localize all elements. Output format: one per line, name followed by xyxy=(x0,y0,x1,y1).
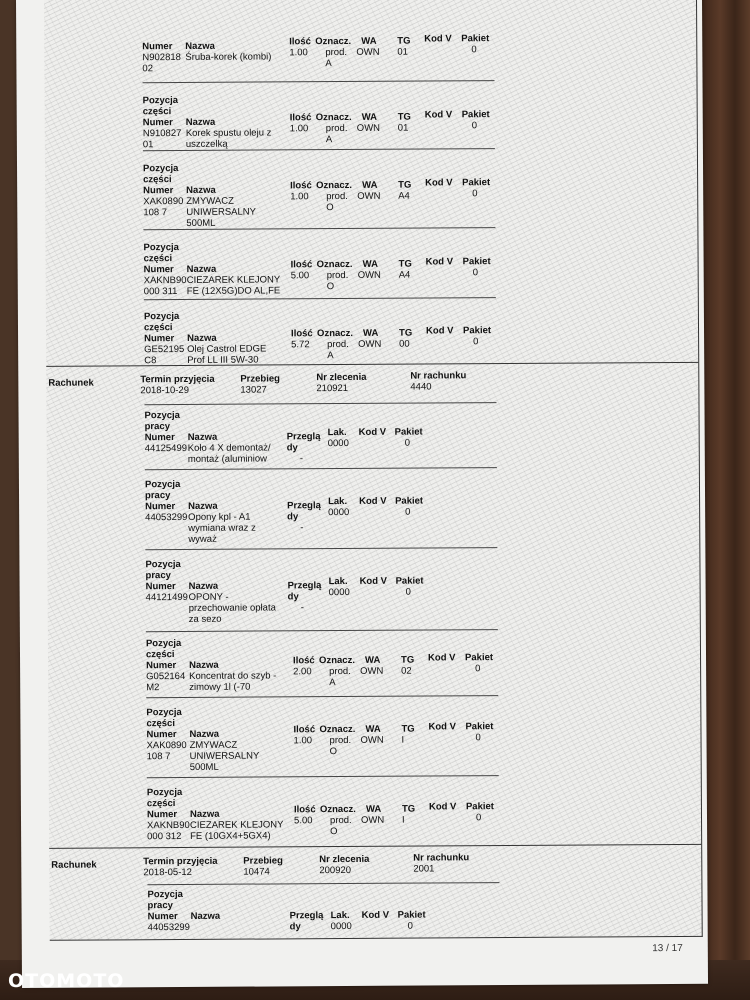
paint-value: 0000 xyxy=(330,920,352,933)
part-row xyxy=(44,33,696,75)
row-divider xyxy=(147,882,499,885)
qty-label: Ilość xyxy=(293,804,316,816)
tg-label: TG xyxy=(399,327,413,339)
tg-value: I xyxy=(401,734,405,746)
row-divider xyxy=(145,547,497,550)
designation-label: Oznacz. xyxy=(317,327,353,340)
kodv-label: Kod V xyxy=(424,109,453,121)
designation-label: Oznacz. xyxy=(315,111,352,124)
paint-label: Lak. xyxy=(327,426,347,439)
qty-label: Ilość xyxy=(291,328,313,340)
wa-label: WA xyxy=(361,111,378,123)
qty-label: Ilość xyxy=(293,655,315,667)
part-number: XAK0890 108 7 xyxy=(143,195,184,219)
date-value: 2018-05-12 xyxy=(143,866,192,879)
name-label: Nazwa xyxy=(187,431,218,443)
invoice-header xyxy=(49,852,701,879)
pakiet-label: Pakiet xyxy=(462,256,491,268)
qty-label: Ilość xyxy=(290,259,313,271)
name-label: Nazwa xyxy=(187,332,217,344)
qty-label: Ilość xyxy=(290,180,312,192)
paint-value: 0000 xyxy=(327,437,349,450)
tg-label: TG xyxy=(398,179,412,191)
document-content xyxy=(44,0,703,941)
tg-value: A4 xyxy=(398,190,410,202)
pakiet-label: Pakiet xyxy=(461,109,490,121)
designation-value: prod. O xyxy=(326,190,348,214)
invoice-label: Rachunek xyxy=(51,859,97,871)
work-name: Opony kpl - A1 wymiana wraz z wyważ xyxy=(188,511,256,545)
position-label: Pozycja części xyxy=(146,707,182,730)
designation-label: Oznacz. xyxy=(316,258,353,271)
kodv-label: Kod V xyxy=(361,909,390,921)
pakiet-value: 0 xyxy=(471,120,478,132)
work-position-label: Pozycja pracy xyxy=(147,888,183,912)
work-name: OPONY - przechowanie opłata za sezo xyxy=(188,591,276,625)
pakiet-label: Pakiet xyxy=(395,495,424,507)
qty-label: Ilość xyxy=(289,36,311,48)
position-label: Pozycja części xyxy=(143,311,180,334)
part-number: N902818 02 xyxy=(142,51,181,75)
part-row xyxy=(49,784,701,843)
qty-value: 1.00 xyxy=(293,735,313,747)
tg-label: TG xyxy=(398,258,412,270)
name-label: Nazwa xyxy=(189,659,219,671)
kodv-label: Kod V xyxy=(428,721,456,733)
pakiet-value: 0 xyxy=(475,812,482,824)
part-name: ZMYWACZ UNIWERSALNY 500ML xyxy=(186,195,257,229)
wa-label: WA xyxy=(362,258,378,270)
mileage-label: Przebieg xyxy=(243,855,283,867)
paint-label: Lak. xyxy=(328,575,348,588)
tg-value: 01 xyxy=(397,122,409,134)
review-label: Przeglą dy xyxy=(289,910,324,933)
pakiet-value: 0 xyxy=(475,732,481,744)
kodv-label: Kod V xyxy=(428,801,457,813)
tg-label: TG xyxy=(397,111,411,123)
position-label: Pozycja części xyxy=(142,95,179,118)
position-label: Pozycja części xyxy=(143,242,179,265)
designation-value: prod. A xyxy=(327,338,349,362)
background-wood xyxy=(700,0,750,1000)
pakiet-value: 0 xyxy=(407,920,413,932)
designation-label: Oznacz. xyxy=(319,723,356,736)
part-name: ZMYWACZ UNIWERSALNY 500ML xyxy=(189,739,260,773)
wa-value: OWN xyxy=(357,269,381,281)
kodv-label: Kod V xyxy=(427,652,456,664)
pakiet-value: 0 xyxy=(404,437,411,449)
part-row xyxy=(48,635,700,694)
invoice-label: Rachunek xyxy=(48,377,94,389)
tg-value: I xyxy=(401,814,405,826)
designation-label: Oznacz. xyxy=(319,803,356,816)
pakiet-label: Pakiet xyxy=(465,801,494,813)
paint-value: 0000 xyxy=(328,506,350,519)
wa-label: WA xyxy=(362,179,378,191)
paint-label: Lak. xyxy=(330,909,350,922)
designation-value: prod. O xyxy=(329,734,352,758)
tg-label: TG xyxy=(401,654,415,666)
wa-value: OWN xyxy=(360,814,385,826)
part-row xyxy=(48,704,700,773)
pakiet-label: Pakiet xyxy=(394,426,423,438)
pakiet-value: 0 xyxy=(405,506,411,518)
row-divider xyxy=(143,80,495,83)
kodv-label: Kod V xyxy=(359,495,387,507)
document-page xyxy=(16,0,708,988)
pakiet-label: Pakiet xyxy=(464,652,494,664)
row-divider xyxy=(144,297,496,300)
number-label: Numer xyxy=(142,41,173,53)
part-row xyxy=(45,92,697,151)
number-label: Numer xyxy=(142,117,173,129)
mileage-label: Przebieg xyxy=(240,373,280,385)
number-label: Numer xyxy=(144,333,175,345)
name-label: Nazwa xyxy=(189,808,220,820)
work-number: 44121499 xyxy=(145,591,188,604)
number-label: Numer xyxy=(146,729,177,741)
work-row xyxy=(49,886,701,934)
tg-label: TG xyxy=(401,803,416,815)
part-name: CIEZAREK KLEJONY FE (12X5G)DO AL,FE xyxy=(186,274,281,297)
row-divider xyxy=(144,402,496,405)
mileage-value: 10474 xyxy=(243,866,270,878)
tg-label: TG xyxy=(401,723,415,735)
part-number: GE52195 C8 xyxy=(144,343,185,367)
paint-value: 0000 xyxy=(328,586,350,599)
part-row xyxy=(45,239,697,298)
work-row xyxy=(47,407,699,465)
kodv-label: Kod V xyxy=(358,426,387,438)
invoice-header xyxy=(46,370,698,397)
invoice-number-label: Nr rachunku xyxy=(413,852,470,864)
name-label: Nazwa xyxy=(185,116,216,128)
review-value: - xyxy=(300,522,304,534)
work-row xyxy=(47,556,699,625)
qty-value: 1.00 xyxy=(289,123,309,135)
designation-label: Oznacz. xyxy=(316,179,353,192)
work-number: 44125499 xyxy=(144,442,188,455)
part-name: Koncentrat do szyb - zimowy 1l (-70 xyxy=(189,670,277,693)
part-number: N910827 01 xyxy=(142,127,182,151)
designation-value: prod. A xyxy=(325,122,348,146)
row-divider xyxy=(147,775,499,778)
name-label: Nazwa xyxy=(185,40,215,52)
qty-label: Ilość xyxy=(293,724,316,736)
wa-label: WA xyxy=(365,654,381,666)
invoice-number-value: 4440 xyxy=(410,381,432,393)
pakiet-label: Pakiet xyxy=(395,575,424,587)
position-label: Pozycja części xyxy=(142,163,179,186)
page-number: 13 / 17 xyxy=(652,942,683,955)
qty-value: 2.00 xyxy=(293,666,312,678)
pakiet-value: 0 xyxy=(475,663,481,675)
pakiet-label: Pakiet xyxy=(397,909,426,921)
part-number: XAK0890 108 7 xyxy=(146,739,187,763)
part-name: Korek spustu oleju z uszczelką xyxy=(185,127,272,150)
row-divider xyxy=(145,467,497,470)
row-divider xyxy=(146,695,498,698)
work-name: Koło 4 X demontaż/ montaż (aluminiow xyxy=(187,442,271,465)
date-label: Termin przyjęcia xyxy=(143,855,218,868)
pakiet-value: 0 xyxy=(405,586,411,598)
work-position-label: Pozycja pracy xyxy=(144,410,180,433)
number-label: Numer xyxy=(145,581,176,593)
wa-value: OWN xyxy=(360,734,384,746)
part-name: CIEZAREK KLEJONY FE (10GX4+5GX4) xyxy=(190,819,284,842)
paint-label: Lak. xyxy=(328,495,348,508)
order-label: Nr zlecenia xyxy=(316,371,367,384)
pakiet-label: Pakiet xyxy=(462,177,491,189)
pakiet-label: Pakiet xyxy=(462,325,492,337)
review-label: Przeglą dy xyxy=(287,580,322,603)
designation-value: prod. O xyxy=(326,269,349,293)
pakiet-label: Pakiet xyxy=(465,721,494,733)
row-divider xyxy=(146,629,498,632)
kodv-label: Kod V xyxy=(425,256,454,268)
mileage-value: 13027 xyxy=(240,384,267,396)
date-label: Termin przyjęcia xyxy=(140,373,215,386)
order-label: Nr zlecenia xyxy=(319,853,370,866)
wa-value: OWN xyxy=(357,190,381,202)
wa-value: OWN xyxy=(360,665,384,677)
number-label: Numer xyxy=(146,660,177,672)
work-number: 44053299 xyxy=(145,511,188,524)
part-name: Olej Castrol EDGE Prof LL III 5W-30 xyxy=(187,343,267,366)
work-position-label: Pozycja pracy xyxy=(144,479,181,502)
tg-value: 01 xyxy=(397,46,408,58)
wa-label: WA xyxy=(365,803,382,815)
pakiet-value: 0 xyxy=(472,188,478,200)
work-row xyxy=(47,476,699,545)
pakiet-value: 0 xyxy=(471,44,477,56)
review-value: - xyxy=(300,602,304,614)
name-label: Nazwa xyxy=(188,500,218,512)
kodv-label: Kod V xyxy=(424,33,452,45)
part-number: XAKNB90 000 311 xyxy=(143,274,187,298)
invoice-number-label: Nr rachunku xyxy=(410,370,467,382)
wa-value: OWN xyxy=(356,46,380,58)
tg-value: 00 xyxy=(399,338,410,350)
qty-label: Ilość xyxy=(289,112,312,124)
section-divider xyxy=(49,844,701,849)
pakiet-label: Pakiet xyxy=(461,33,490,45)
pakiet-value: 0 xyxy=(473,336,479,348)
date-value: 2018-10-29 xyxy=(140,384,190,397)
review-label: Przeglą dy xyxy=(286,431,321,454)
part-name: Śruba-korek (kombi) xyxy=(185,51,272,63)
qty-value: 5.00 xyxy=(293,815,313,827)
number-label: Numer xyxy=(147,911,178,923)
invoice-number-value: 2001 xyxy=(413,863,435,875)
qty-value: 5.72 xyxy=(291,339,310,351)
pakiet-value: 0 xyxy=(472,267,479,279)
number-label: Numer xyxy=(145,501,176,513)
designation-value: prod. A xyxy=(329,665,351,689)
work-position-label: Pozycja pracy xyxy=(145,559,181,582)
name-label: Nazwa xyxy=(189,728,220,740)
kodv-label: Kod V xyxy=(425,325,454,337)
qty-value: 1.00 xyxy=(290,191,309,203)
number-label: Numer xyxy=(143,264,174,276)
qty-value: 5.00 xyxy=(290,270,310,282)
kodv-label: Kod V xyxy=(425,177,453,189)
number-label: Numer xyxy=(146,809,178,821)
position-label: Pozycja części xyxy=(145,638,182,661)
position-label: Pozycja części xyxy=(146,786,183,810)
part-number: XAKNB90 000 312 xyxy=(147,819,190,843)
name-label: Nazwa xyxy=(190,910,221,922)
tg-label: TG xyxy=(397,35,411,47)
number-label: Numer xyxy=(144,432,175,444)
part-number: G052164 M2 xyxy=(146,670,186,694)
name-label: Nazwa xyxy=(186,184,216,196)
wa-label: WA xyxy=(361,35,377,47)
tg-value: 02 xyxy=(401,665,412,677)
wa-label: WA xyxy=(365,723,381,735)
kodv-label: Kod V xyxy=(359,575,388,587)
wa-value: OWN xyxy=(356,122,381,134)
order-value: 200920 xyxy=(319,864,352,877)
designation-label: Oznacz. xyxy=(319,654,355,667)
number-label: Numer xyxy=(143,185,174,197)
part-row xyxy=(46,308,698,367)
tg-value: A4 xyxy=(398,269,411,281)
designation-label: Oznacz. xyxy=(315,35,352,48)
name-label: Nazwa xyxy=(188,580,219,592)
order-value: 210921 xyxy=(316,382,349,395)
review-value: - xyxy=(299,453,304,465)
wa-label: WA xyxy=(363,327,379,339)
designation-value: prod. A xyxy=(325,46,348,70)
designation-value: prod. O xyxy=(329,814,352,838)
work-number: 44053299 xyxy=(147,921,190,934)
name-label: Nazwa xyxy=(186,263,217,275)
wa-value: OWN xyxy=(358,338,382,350)
otomoto-logo: OTOMOTO xyxy=(8,970,125,992)
qty-value: 1.00 xyxy=(289,47,308,59)
part-row xyxy=(45,160,697,229)
review-label: Przeglą dy xyxy=(287,500,321,523)
